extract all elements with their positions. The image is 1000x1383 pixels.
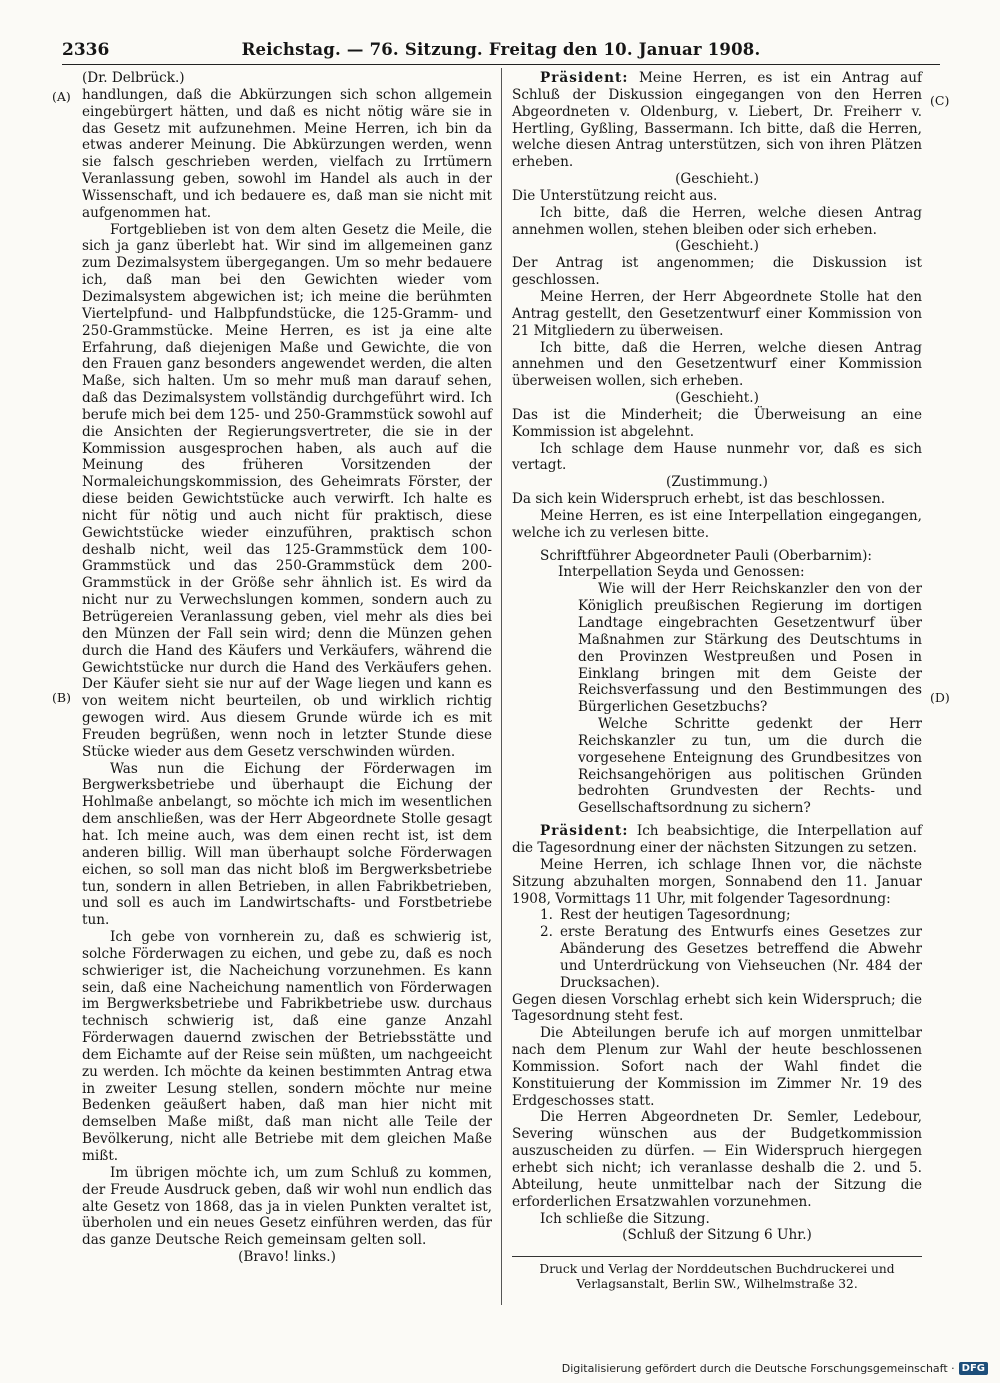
page-header (62, 38, 940, 65)
agenda-item (540, 924, 922, 991)
paragraph: Die Unterstützung reicht aus. (512, 187, 718, 204)
paragraph (512, 70, 922, 171)
president-label: Präsident: (540, 70, 629, 86)
stage-direction: (Zustimmung.) (666, 474, 768, 491)
interpellation-text: Wie will der Herr Reichskanzler den von der Königlich preußischen Regierung im dortigen Landtage eingebrachten Gesetzentwurf über Maßnahmen zur Stärkung des Deutschtums in den Provinzen Westpreußen und Posen in Einklang bringen mit dem Geiste der Reichsverfassung und den Bestimmungen des Bürgerlichen Gesetzbuchs? (578, 581, 922, 716)
paragraph: Meine Herren, ich schlage Ihnen vor, die nächste Sitzung abzuhalten morgen, Sonnabend den 11. Januar 1908, Vormittags 11 Uhr, mit folgender Tagesordnung: (512, 856, 922, 907)
paragraph: Ich gebe von vornherein zu, daß es schwierig ist, solche Förderwagen zu eichen, und gebe zu, daß es noch schwieriger ist, die Nacheichung vorzunehmen. Es kann sein, daß eine Nacheichung namentlich von Förderwagen im Bergwerksbetriebe und Fabrikbetriebe usw. durchaus technisch schwierig ist, daß eine ganze Anzahl Förderwagen dauernd zwischen der Betriebsstätte und dem Eichamte auf der Reise sein müßten, um nachgeeicht zu werden. Ich möchte da keinen bestimmten Antrag etwa in zweiter Lesung stellen, sondern möchte nur meine Bedenken geäußert haben, daß man hier nicht mit demselben Maße mißt, daß man nicht alle Teile der Bevölkerung, nicht alle Betriebe mit dem gleichen Maße mißt. (82, 929, 492, 1164)
paragraph: handlungen, daß die Abkürzungen sich schon allgemein eingebürgert hätten, und daß es nicht nötig wäre sie in das Gesetz mit aufzunehmen. Meine Herren, ich bin da etwas anderer Meinung. Die Abkürzungen werden, wenn sie falsch geschrieben werden, vielfach zu Irrtümern Veranlassung geben, sowohl im Handel als auch in der Wissenschaft, und ich bedauere es, daß man sie nicht mit aufgenommen hat. (82, 86, 492, 221)
imprint-divider (512, 1256, 922, 1257)
secretary-line: Schriftführer Abgeordneter Pauli (Oberbarnim): (540, 547, 872, 564)
speaker-tag: (Dr. Delbrück.) (82, 70, 185, 86)
paragraph: Der Antrag ist angenommen; die Diskussion ist geschlossen. (512, 255, 922, 289)
paragraph: Ich bitte, daß die Herren, welche diesen Antrag annehmen und den Gesetzentwurf einer Kommission überweisen wollen, sich erheben. (512, 339, 922, 390)
interpellation-text: Welche Schritte gedenkt der Herr Reichskanzler zu tun, um die durch die vorgesehene Enteignung des Grundbesitzes von Reichsangehörigen aus politischen Gründen bedrohten Grundvesten der Rechts- und Gesellschaftsordnung zu sichern? (578, 716, 922, 817)
stage-direction: (Geschieht.) (675, 238, 759, 255)
paragraph: Da sich kein Widerspruch erhebt, ist das beschlossen. (512, 491, 886, 508)
paragraph: Ich schließe die Sitzung. (540, 1210, 710, 1227)
closing-note: (Schluß der Sitzung 6 Uhr.) (622, 1227, 812, 1244)
paragraph: Ich bitte, daß die Herren, welche diesen Antrag annehmen wollen, stehen bleiben oder sich erheben. (512, 204, 922, 238)
agenda-number: 2. (540, 924, 553, 941)
left-column (82, 70, 492, 1266)
stage-direction: (Geschieht.) (675, 390, 759, 407)
agenda-item (540, 907, 922, 924)
interpellation-title: Interpellation Seyda und Genossen: (558, 564, 805, 581)
interpellation-block (512, 564, 922, 817)
paragraph: Meine Herren, der Herr Abgeordnete Stolle hat den Antrag gestellt, den Gesetzentwurf einer Kommission von 21 Mitgliedern zu überweisen. (512, 288, 922, 339)
agenda-list (512, 907, 922, 991)
page-number: 2336 (62, 40, 110, 60)
stage-direction: (Geschieht.) (675, 171, 759, 188)
paragraph: Fortgeblieben ist von dem alten Gesetz die Meile, die sich ja ganz überlebt hat. Wir sind im allgemeinen ganz zum Dezimalsystem übergegangen. Um so mehr bedauere ich, daß man bei den Gewichten wieder vom Dezimalsystem abgewichen ist; ich meine die berühmten Viertelpfund- und Halbpfundstücke, die 125-Gramm- und 250-Grammstücke. Meine Herren, es ist ja eine alte Erfahrung, daß diejenigen Maße und Gewichte, die von den Frauen ganz besonders angewendet werden, die alten Maße, sich halten. Um so mehr muß man darauf sehen, daß das Dezimalsystem vollständig durchgeführt wird. Ich berufe mich bei dem 125- und 250-Grammstück sowohl auf die Ansichten der Regierungsvertreter, die sie in der Kommission ausgesprochen haben, als auch auf die Meinung des früheren Vorsitzenden der Normaleichungskommission, des Geheimrats Förster, der diese beiden Gewichtstücke auch verwirft. Ich halte es nicht für nötig und auch nicht für praktisch, diese Gewichtstücke wieder einzuführen, praktisch schon deshalb nicht, weil das 125-Grammstück dem 100-Grammstück und das 250-Grammstück dem 200-Grammstück in der Größe sehr ähnlich ist. Es wird da nicht nur zu Verwechslungen kommen, sondern auch zu Betrügereien Veranlassung geben, viel mehr als dies bei den Münzen der Fall sein wird; denn die Münzen gehen durch die Hand des Käufers und Verkäufers, während die Gewichtstücke nur durch die Hand des Verkäufers gehen. Der Käufer sieht sie nur auf der Wage liegen und kann es von weitem nicht beurteilen, ob und wirklich richtig gewogen wird. Aus diesem Grunde würde ich es mit Freuden begrüßen, wenn noch in letzter Stunde diese Stücke wieder aus dem Gesetz verschwinden würden. (82, 221, 492, 760)
applause-note: (Bravo! links.) (238, 1249, 336, 1266)
paragraph-text: Ich beabsichtige, die Interpellation auf die Tagesordnung einer der nächsten Sitzungen zu setzen. (512, 823, 922, 856)
paragraph: Was nun die Eichung der Förderwagen im Bergwerksbetriebe und überhaupt die Eichung der Hohlmaße anbelangt, so möchte ich mich im wesentlichen dem anschließen, was der Herr Abgeordnete Stolle gesagt hat. Ich meine auch, was dem einen recht ist, ist dem anderen billig. Will man überhaupt solche Förderwagen eichen, so soll man das nicht bloß im Bergwerksbetriebe tun, sondern in allen Betrieben, in allen Fabrikbetrieben, und soll es auch im Landwirtschafts- und Forstbetriebe tun. (82, 760, 492, 929)
right-column (512, 70, 922, 1292)
president-label: Präsident: (540, 823, 629, 840)
margin-mark-b: (B) (52, 690, 71, 705)
paragraph (512, 823, 922, 857)
paragraph-text: Meine Herren, es ist ein Antrag auf Schluß der Diskussion eingegangen von den Herren Abgeordneten v. Oldenburg, v. Liebert, Dr. Freiherr v. Hertling, Gyßling, Bassermann. Ich bitte, daß die Herren, welche diesen Antrag unterstützen, sich von ihren Plätzen erheben. (512, 70, 922, 171)
paragraph: Im übrigen möchte ich, um zum Schluß zu kommen, der Freude Ausdruck geben, daß wir wohl nun endlich das alte Gesetz von 1868, das ja in vielen Punkten veraltet ist, überholen und ein neues Gesetz einführen werden, das für das ganze Deutsche Reich gemeinsam gelten soll. (82, 1164, 492, 1249)
agenda-number: 1. (540, 907, 553, 924)
margin-mark-a: (A) (52, 89, 71, 104)
digitization-footer (562, 1362, 988, 1375)
agenda-text: erste Beratung des Entwurfs eines Gesetzes zur Abänderung des Gesetzes betreffend die Abwehr und Unterdrückung von Viehseuchen (Nr. 484 der Drucksachen). (560, 924, 922, 991)
digitization-credit: Digitalisierung gefördert durch die Deutsche Forschungsgemeinschaft · (561, 1362, 955, 1375)
paragraph: Die Herren Abgeordneten Dr. Semler, Ledebour, Severing wünschen aus der Budgetkommission auszuscheiden zu dürfen. — Ein Widerspruch hiergegen erhebt sich nicht; ich veranlasse deshalb die 2. und 5. Abteilung, heute unmittelbar nach der Sitzung die erforderlichen Ersatzwahlen vorzunehmen. (512, 1109, 922, 1210)
paragraph: Ich schlage dem Hause nunmehr vor, daß es sich vertagt. (512, 440, 922, 474)
paragraph: Die Abteilungen berufe ich auf morgen unmittelbar nach dem Plenum zur Wahl der heute beschlossenen Kommission. Sofort nach der Wahl findet die Konstituierung der Kommission im Zimmer Nr. 19 des Erdgeschosses statt. (512, 1025, 922, 1109)
paragraph: Meine Herren, es ist eine Interpellation eingegangen, welche ich zu verlesen bitte. (512, 507, 922, 541)
paragraph: Das ist die Minderheit; die Überweisung an eine Kommission ist abgelehnt. (512, 406, 922, 440)
column-divider (501, 68, 502, 1305)
margin-mark-c: (C) (930, 93, 950, 108)
imprint: Druck und Verlag der Norddeutschen Buchdruckerei und Verlagsanstalt, Berlin SW., Wilhelmstraße 32. (539, 1262, 895, 1292)
margin-mark-d: (D) (930, 690, 950, 705)
running-title: Reichstag. — 76. Sitzung. Freitag den 10. Januar 1908. (241, 40, 761, 59)
dfg-logo: DFG (959, 1362, 988, 1375)
agenda-text: Rest der heutigen Tagesordnung; (560, 907, 791, 924)
paragraph: Gegen diesen Vorschlag erhebt sich kein Widerspruch; die Tagesordnung steht fest. (512, 991, 922, 1025)
